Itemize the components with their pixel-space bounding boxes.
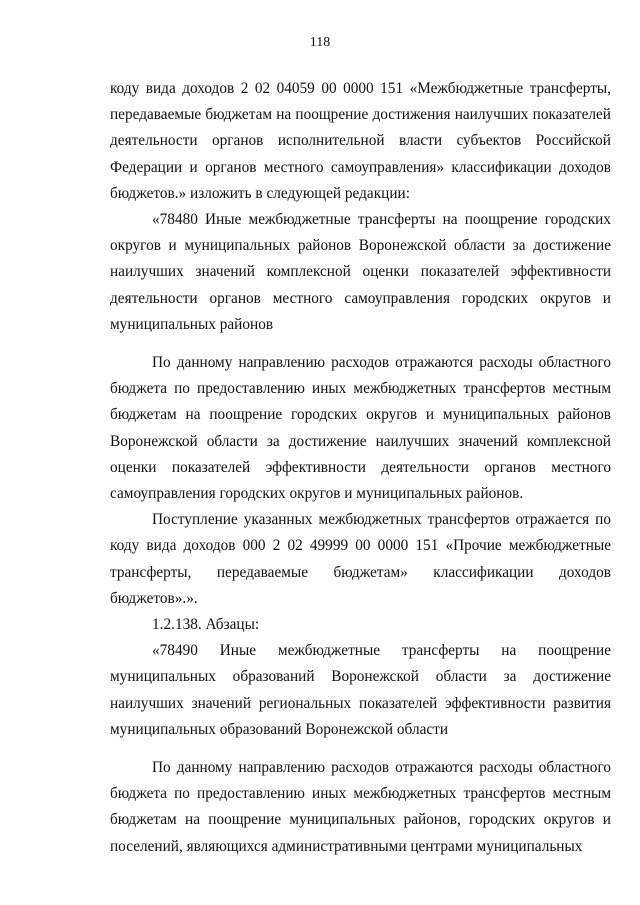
paragraph-78490-description: По данному направлению расходов отражаются расходы областного бюджета по предоставлению иных межбюджетных трансфертов местным бюджетам на поощрение муниципальных районов, городских округов и поселений, являющихся административными центрами муниципальных bbox=[110, 759, 611, 855]
paragraph-income-code: кодy вида доходов 2 02 04059 00 0000 151 «Межбюджетные трансферты, передаваемые бюджетам на поощрение достижения наилучших показателей деятельности органов исполнительной власти субъектов Российской Федерации и органов местного самоуправления» классификации доходов бюджетов.» изложить в следующей редакции: bbox=[110, 80, 611, 202]
paragraph-78480-income: Поступление указанных межбюджетных трансфертов отражается по кодy вида доходов 000 2 02 49999 00 0000 151 «Прочие межбюджетные трансферты, передаваемые бюджетам» классификации доходов бюджетов».». bbox=[110, 511, 611, 607]
paragraph-78480-title: «78480 Иные межбюджетные трансферты на поощрение городских округов и муниципальных районов Воронежской области за достижение наилучших значений комплексной оценки показателей эффективности деятельности органов местного самоуправления городских округов и муниципальных районов bbox=[110, 211, 611, 333]
paragraph-section-heading: 1.2.138. Абзацы: bbox=[152, 616, 260, 634]
document-body bbox=[110, 76, 611, 860]
page-number: 118 bbox=[309, 35, 331, 50]
paragraph-78480-description: По данному направлению расходов отражаются расходы областного бюджета по предоставлению иных межбюджетных трансфертов местным бюджетам на поощрение городских округов и муниципальных районов Воронежской области за достижение наилучших значений комплексной оценки показателей эффективности деятельности органов местного самоуправления городских округов и муниципальных районов. bbox=[110, 354, 611, 503]
paragraph-78490-title: «78490 Иные межбюджетные трансферты на поощрение муниципальных образований Воронежской области за достижение наилучших значений региональных показателей эффективности развития муниципальных образований Воронежской области bbox=[110, 642, 611, 738]
